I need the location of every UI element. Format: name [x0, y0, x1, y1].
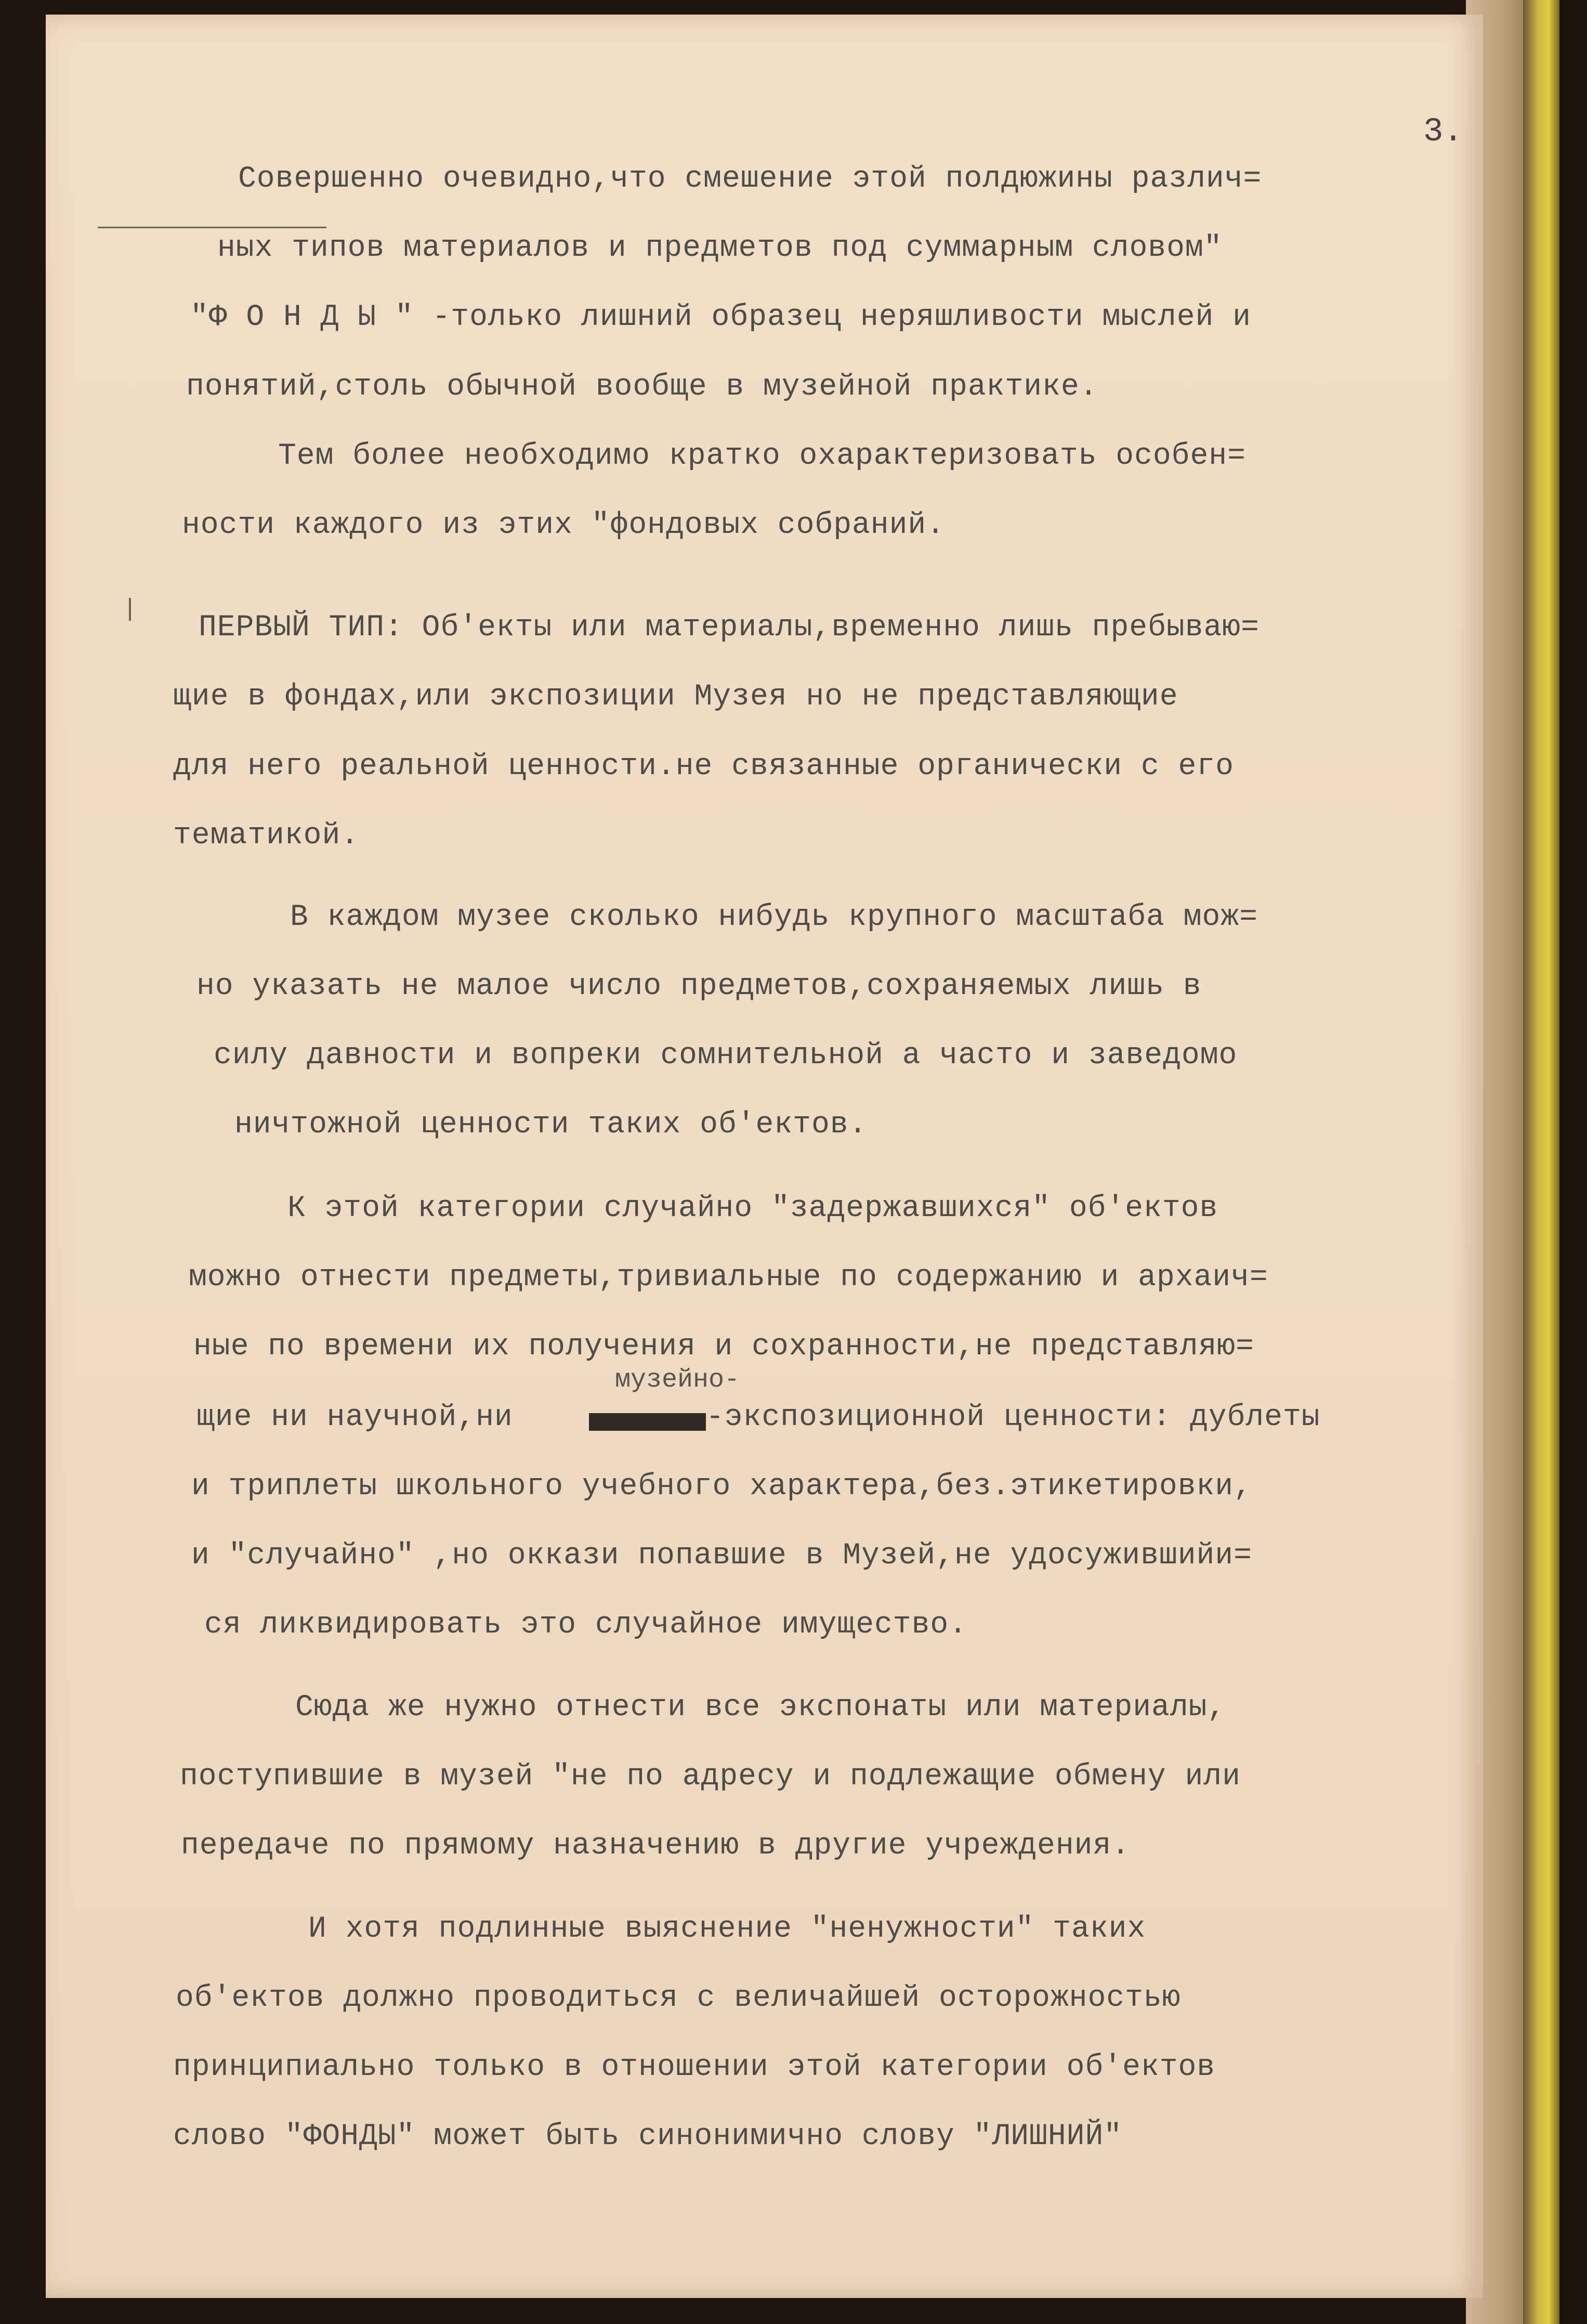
text-line: Совершенно очевидно,что смешение этой полдюжины различ=	[238, 162, 1262, 196]
text-line: принципиально только в отношении этой категории об'ектов	[173, 2051, 1216, 2084]
text-line: поступившие в музей "не по адресу и подлежащие обмену или	[180, 1760, 1241, 1794]
text-line: слово "ФОНДЫ" может быть синонимично слову "ЛИШНИЙ"	[173, 2120, 1123, 2153]
text-line: Сюда же нужно отнести все экспонаты или материалы,	[295, 1691, 1226, 1725]
margin-rule	[98, 227, 326, 228]
text-line: и триплеты школьного учебного характера,без.этикетировки,	[191, 1470, 1252, 1504]
text-line: ПЕРВЫЙ ТИП: Об'екты или материалы,временно лишь пребываю=	[199, 611, 1260, 645]
text-line: ности каждого из этих "фондовых собраний.	[182, 508, 946, 542]
text-line: и "случайно" ,но оккази попавшие в Музей,не удосужившийи=	[191, 1539, 1252, 1573]
struck-out-word	[589, 1413, 706, 1431]
text-line: -экспозиционной ценности: дублеты	[706, 1401, 1320, 1434]
text-line: ные по времени их получения и сохранности,не представляю=	[193, 1330, 1254, 1364]
text-line: Тем более необходимо кратко охарактеризовать особен=	[278, 439, 1246, 473]
handwritten-insertion: музейно-	[615, 1365, 740, 1395]
text-line: понятий,столь обычной вообще в музейной практике.	[186, 370, 1098, 404]
page-number: 3.	[1423, 113, 1463, 151]
text-line: об'ектов должно проводиться с величайшей осторожностью	[176, 1981, 1181, 2015]
text-line: но указать не малое число предметов,сохраняемых лишь в	[196, 970, 1202, 1003]
text-line: ничтожной ценности таких об'ектов.	[234, 1108, 868, 1142]
text-line: можно отнести предметы,тривиальные по содержанию и архаич=	[189, 1261, 1268, 1295]
text-line: "Ф О Н Д Ы " -только лишний образец неряшливости мыслей и	[190, 301, 1251, 334]
margin-tick	[129, 598, 131, 621]
text-line: В каждом музее сколько нибудь крупного масштаба мож=	[290, 900, 1258, 934]
typewritten-page	[46, 15, 1483, 2298]
text-line: щие в фондах,или экспозиции Музея но не представляющие	[173, 680, 1178, 714]
text-line: К этой категории случайно "задержавшихся" об'ектов	[287, 1192, 1218, 1225]
text-line: силу давности и вопреки сомнительной а часто и заведомо	[214, 1039, 1238, 1073]
text-line: ся ликвидировать это случайное имущество.	[204, 1608, 968, 1642]
text-line: И хотя подлинные выяснение "ненужности" таких	[308, 1912, 1146, 1946]
background-strip	[1559, 0, 1587, 2324]
binding-edge	[1523, 0, 1559, 2324]
text-line: для него реальной ценности.не связанные органически с его	[173, 750, 1234, 784]
text-line: передаче по прямому назначению в другие учреждения.	[181, 1829, 1131, 1863]
text-line: тематикой.	[173, 819, 360, 853]
text-line: ных типов материалов и предметов под суммарным словом"	[217, 231, 1223, 265]
text-line: щие ни научной,ни	[196, 1401, 513, 1434]
